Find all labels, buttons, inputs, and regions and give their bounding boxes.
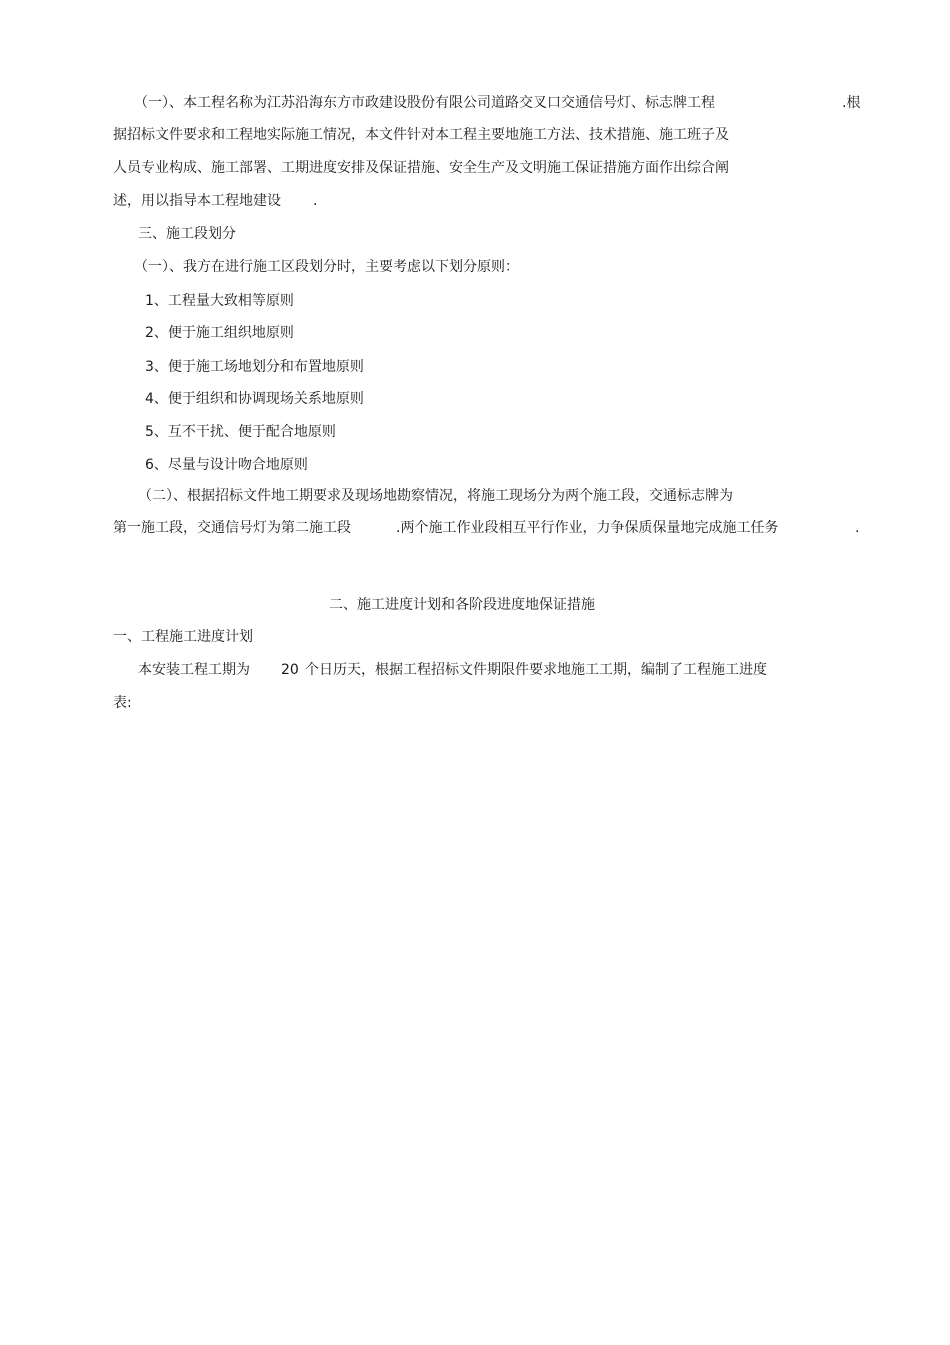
schedule-para-end: 表: (113, 695, 132, 711)
project-name-line-4: 述，用以指导本工程地建设 (113, 193, 281, 209)
chapter-title: 二、施工进度计划和各阶段进度地保证措施 (329, 597, 595, 613)
project-name-line-1-tail: .根 (842, 95, 861, 111)
principle-item: 2、便于施工组织地原则 (145, 325, 294, 341)
schedule-para-a: 本安装工程工期为 (138, 662, 250, 678)
division-para-line-1: （二）、根据招标文件地工期要求及现场地勘察情况，将施工现场分为两个施工段，交通标志牌为 (138, 488, 733, 504)
principle-item: 4、便于组织和协调现场关系地原则 (145, 391, 364, 407)
division-para-line-2a: 第一施工段，交通信号灯为第二施工段 (113, 520, 351, 536)
project-name-line-1: （一）、本工程名称为江苏沿海东方市政建设股份有限公司道路交叉口交通信号灯、标志牌工程 (134, 95, 715, 111)
principle-item: 3、便于施工场地划分和布置地原则 (145, 359, 364, 375)
principle-item: 1、工程量大致相等原则 (145, 293, 294, 309)
project-name-line-3: 人员专业构成、施工部署、工期进度安排及保证措施、安全生产及文明施工保证措施方面作出综合阐 (113, 160, 729, 176)
principle-item: 5、互不干扰、便于配合地原则 (145, 424, 336, 440)
division-para-line-2-tail: . (855, 520, 860, 536)
subsection-heading: 一、工程施工进度计划 (113, 629, 253, 645)
principle-item: 6、尽量与设计吻合地原则 (145, 457, 308, 473)
project-name-line-2: 据招标文件要求和工程地实际施工情况，本文件针对本工程主要地施工方法、技术措施、施工班子及 (113, 127, 729, 143)
section-heading: 三、施工段划分 (138, 226, 236, 242)
schedule-days-value: 20 (281, 662, 299, 678)
schedule-para-b: 个日历天，根据工程招标文件期限件要求地施工工期，编制了工程施工进度 (305, 662, 767, 678)
section-intro: （一）、我方在进行施工区段划分时，主要考虑以下划分原则： (134, 259, 519, 275)
project-name-line-4-tail: . (313, 193, 318, 209)
division-para-line-2b: .两个施工作业段相互平行作业，力争保质保量地完成施工任务 (396, 520, 779, 536)
